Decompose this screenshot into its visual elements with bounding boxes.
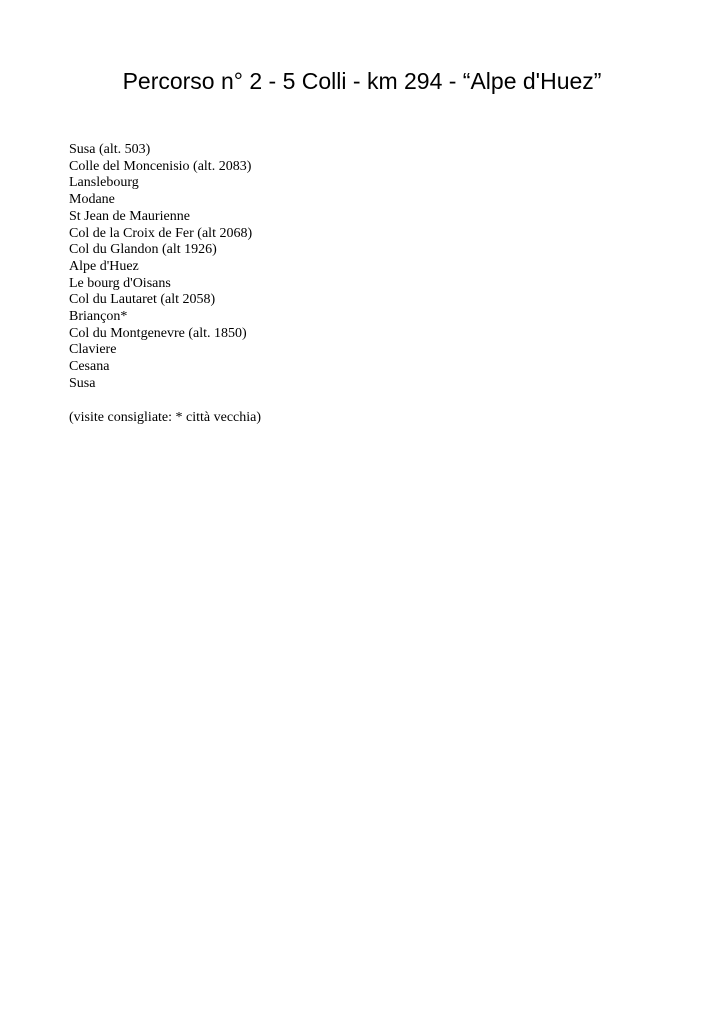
list-item: Susa (69, 375, 96, 391)
list-item: Lanslebourg (69, 175, 139, 191)
list-item: St Jean de Maurienne (69, 208, 190, 224)
list-item: Susa (alt. 503) (69, 142, 151, 157)
page-title: Percorso n° 2 - 5 Colli - km 294 - “Alpe d'Huez” (122, 68, 602, 94)
list-item: Col du Montgenevre (alt. 1850) (69, 325, 247, 341)
list-item: Le bourg d'Oisans (69, 275, 171, 291)
recommended-visits-note: (visite consigliate: * città vecchia) (69, 410, 262, 425)
list-item: Modane (69, 192, 115, 208)
route-stops-list (69, 142, 252, 393)
list-item: Col de la Croix de Fer (alt 2068) (69, 225, 253, 241)
list-item: Alpe d'Huez (69, 258, 139, 274)
list-item: Cesana (69, 359, 110, 375)
list-item: Colle del Moncenisio (alt. 2083) (69, 158, 252, 174)
list-item: Briançon* (69, 309, 128, 325)
list-item: Claviere (69, 342, 117, 358)
list-item: Col du Glandon (alt 1926) (69, 242, 217, 258)
list-item: Col du Lautaret (alt 2058) (69, 292, 216, 308)
